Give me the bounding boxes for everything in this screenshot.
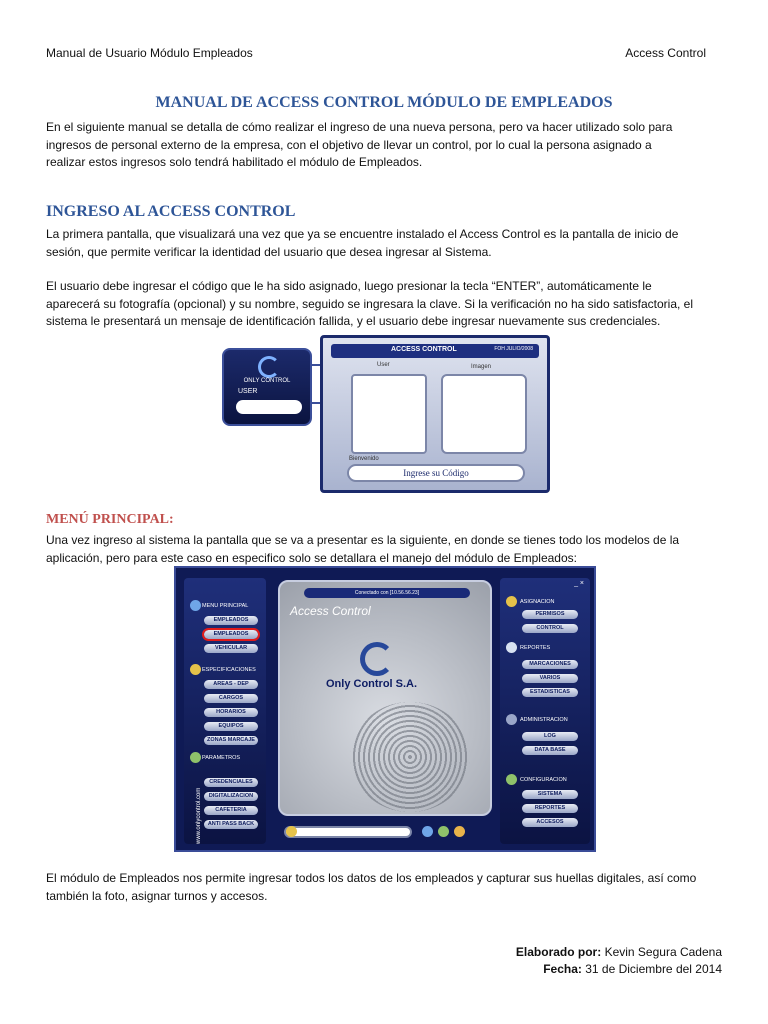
group-heading: MENU PRINCIPAL [202, 603, 249, 609]
text-line: El módulo de Empleados nos permite ingresar todos los datos de los empleados y capturar sus huellas digitales, así como [46, 871, 697, 885]
date-line [543, 962, 722, 976]
section1-paragraph-2 [46, 278, 724, 331]
help-icon[interactable] [454, 826, 465, 837]
menu-button[interactable]: PERMISOS [522, 610, 578, 619]
menu-button[interactable]: AREAS - DEP [204, 680, 258, 689]
login-user-label: USER [238, 388, 258, 395]
menu-button[interactable]: ESTADISTICAS [522, 688, 578, 697]
especificaciones-icon [190, 664, 201, 675]
menu-button[interactable]: SISTEMA [522, 790, 578, 799]
group-heading: PARAMETROS [202, 755, 241, 761]
image-label: Imagen [471, 364, 492, 370]
text-line: En el siguiente manual se detalla de cómo realizar el ingreso de una nueva persona, pero va hacer utilizado solo para [46, 120, 673, 134]
menu-button[interactable]: ANTI PASS BACK [204, 820, 258, 829]
menu-button[interactable]: CONTROL [522, 624, 578, 633]
text-line: aplicación, pero para este caso en especifico solo se detallara el manejo del módulo de Empleados: [46, 550, 577, 565]
text-line: sesión, que permite verificar la identidad del usuario que desea ingresar al Sistema. [46, 244, 492, 259]
menu-button[interactable]: HORARIOS [204, 708, 258, 717]
connection-status: Conectado con [10.56.56.23] [304, 588, 470, 598]
login-brand: ONLY CONTROL [243, 378, 291, 384]
menu-button[interactable]: VARIOS [522, 674, 578, 683]
text-line: La primera pantalla, que visualizará una vez que ya se encuentre instalado el Access Control es la pantalla de inicio de [46, 227, 679, 241]
menu-button[interactable]: CARGOS [204, 694, 258, 703]
section-heading-menu: MENÚ PRINCIPAL: [46, 512, 174, 527]
intro-paragraph [46, 119, 724, 172]
only-control-logo-icon [360, 642, 394, 676]
group-heading: ESPECIFICACIONES [202, 667, 256, 673]
menu-button[interactable]: CREDENCIALES [204, 778, 258, 787]
only-control-logo-icon [258, 356, 280, 378]
text-line: realizar estos ingresos solo tendrá habilitado el módulo de Empleados. [46, 155, 423, 169]
date-value: 31 de Diciembre del 2014 [585, 962, 722, 976]
user-photo-label: User [377, 362, 390, 368]
app-title: Access Control [290, 604, 371, 618]
website-text: www.onlycontrol.com [196, 787, 202, 844]
author-name: Kevin Segura Cadena [604, 945, 722, 959]
company-name: Only Control S.A. [326, 678, 418, 690]
left-menu-panel [184, 578, 266, 844]
menu-button[interactable]: CAFETERIA [204, 806, 258, 815]
users-icon[interactable] [422, 826, 433, 837]
menu-button[interactable]: ACCESOS [522, 818, 578, 827]
user-photo-frame [351, 374, 427, 454]
group-heading: REPORTES [520, 645, 551, 651]
asignacion-icon [506, 596, 517, 607]
doc-header-left: Manual de Usuario Módulo Empleados [46, 46, 253, 60]
group-heading: ASIGNACION [520, 599, 555, 605]
date-label: Fecha: [543, 962, 582, 976]
configuracion-icon [506, 774, 517, 785]
login-version: FOH JULIO/2008 [494, 346, 533, 352]
close-icon[interactable]: _ × [574, 580, 584, 587]
parametros-icon [190, 752, 201, 763]
menu-button[interactable]: DIGITALIZACION [204, 792, 258, 801]
text-line: aparecerá su fotografía (opcional) y su nombre, seguido se ingresara la clave. Si la verificación no ha sido satisfactoria, el [46, 296, 694, 311]
menu-button[interactable]: LOG [522, 732, 578, 741]
login-title-bar [331, 344, 539, 358]
right-menu-panel [500, 578, 590, 844]
menu-button[interactable]: REPORTES [522, 804, 578, 813]
author-label: Elaborado por: [515, 945, 602, 959]
welcome-label: Bienvenido [349, 456, 379, 462]
group-heading: ADMINISTRACION [520, 717, 568, 723]
empleados-button[interactable]: EMPLEADOS [204, 630, 258, 639]
menu-principal-icon [190, 600, 201, 611]
splash-panel [278, 580, 492, 816]
text-line: Una vez ingreso al sistema la pantalla que se va a presentar es la siguiente, en donde se tienes todo los modelos de la [46, 533, 680, 547]
menu-button[interactable]: EMPLEADOS [204, 616, 258, 625]
menu-button[interactable]: EQUIPOS [204, 722, 258, 731]
fingerprint-graphic [350, 702, 470, 812]
text-line: sistema le presentará un mensaje de identificación fallida, y el usuario debe ingresar nuevamente sus credenciales. [46, 314, 661, 328]
login-user-input[interactable] [236, 400, 302, 414]
code-input[interactable]: Ingrese su Código [347, 464, 525, 482]
menu-button[interactable]: DATA BASE [522, 746, 578, 755]
section1-paragraph-1 [46, 226, 724, 261]
closing-paragraph [46, 870, 724, 905]
group-heading: CONFIGURACION [520, 777, 567, 783]
administracion-icon [506, 714, 517, 725]
login-title: ACCESS CONTROL [391, 346, 457, 353]
text-line: también la foto, asignar turnos y accesos. [46, 888, 268, 903]
text-line: ingresos de personal externo de la empresa, con el objetivo de llevar un control, por lo cual la persona asignado a [46, 137, 652, 152]
doc-header-right: Access Control [625, 46, 706, 60]
image-frame [441, 374, 527, 454]
text-line: El usuario debe ingresar el código que le ha sido asignado, luego presionar la tecla “ENTER”, automáticamente le [46, 279, 652, 293]
author-line [516, 945, 722, 959]
document-title: MANUAL DE ACCESS CONTROL MÓDULO DE EMPLEADOS [155, 94, 613, 111]
main-menu-window [174, 566, 596, 852]
bottom-status-field [284, 826, 412, 838]
login-window [320, 335, 550, 493]
section-heading-ingreso: INGRESO AL ACCESS CONTROL [46, 203, 296, 220]
network-icon[interactable] [438, 826, 449, 837]
menu-button[interactable]: VEHICULAR [204, 644, 258, 653]
reportes-icon [506, 642, 517, 653]
menu-button[interactable]: ZONAS MARCAJE [204, 736, 258, 745]
section2-paragraph [46, 532, 724, 567]
login-small-panel [222, 348, 312, 426]
keys-icon[interactable] [286, 826, 297, 837]
menu-button[interactable]: MARCACIONES [522, 660, 578, 669]
